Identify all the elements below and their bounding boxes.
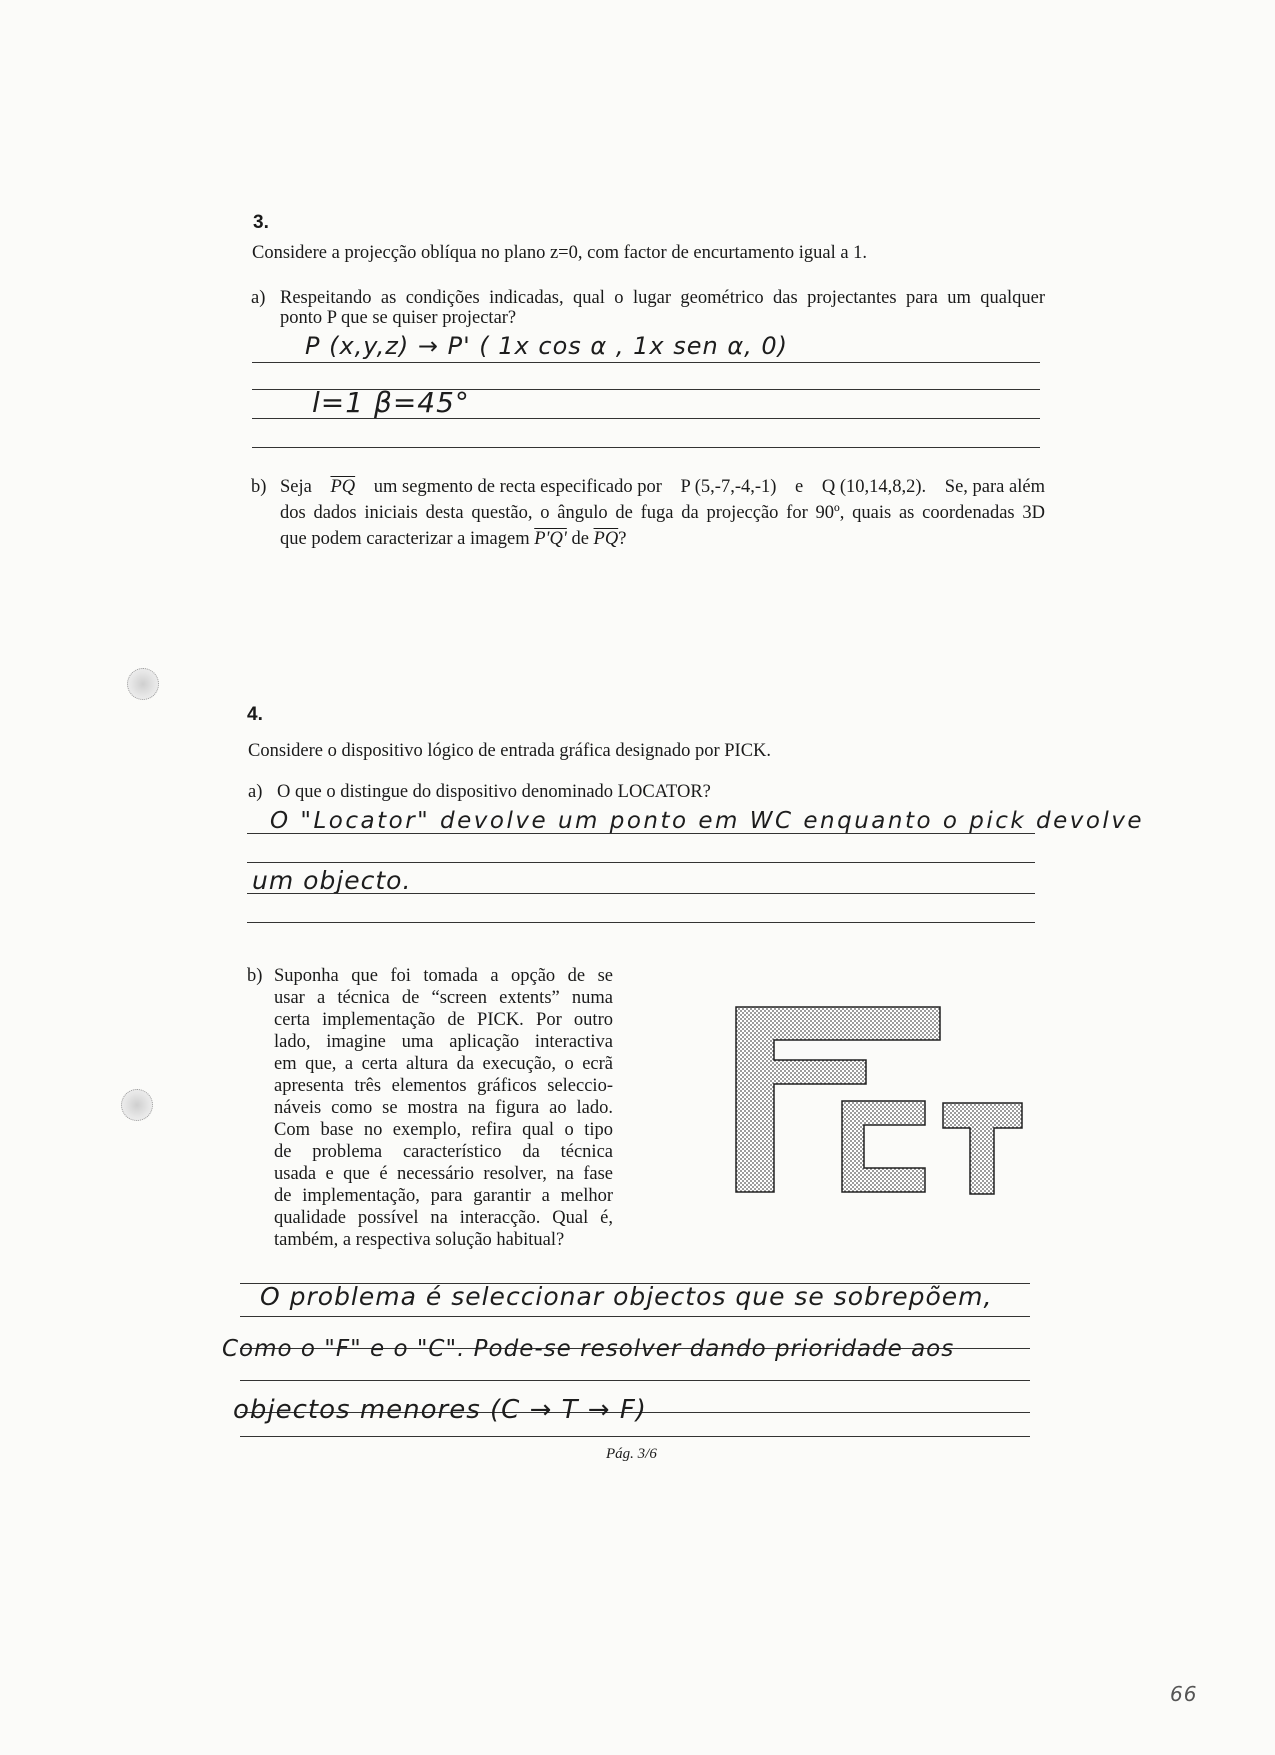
q4b-text-line: náveis como se mostra na figura ao lado. — [274, 1098, 613, 1118]
point-p-coords: P (5,-7,-4,-1) — [680, 477, 777, 497]
punch-hole-top — [127, 668, 159, 700]
q4b-text-line: Suponha que foi tomada a opção de se — [274, 966, 613, 986]
q4b-text-line: em que, a certa altura da execução, o ecrã — [274, 1054, 613, 1074]
question-4-number: 4. — [247, 704, 263, 725]
answer-rule — [252, 362, 1040, 363]
sheet-mark: 66 — [1170, 1682, 1198, 1706]
q3b-t4: Se, para além — [944, 477, 1045, 497]
point-q-coords: Q (10,14,8,2). — [821, 477, 927, 497]
answer-rule — [247, 922, 1035, 923]
fct-figure — [730, 1000, 1030, 1200]
q3a-answer-line1: P (x,y,z) → P' ( 1x cos α , 1x sen α, 0) — [305, 332, 789, 360]
q3b-t7: ? — [618, 529, 627, 549]
q4b-text-line: qualidade possível na interacção. Qual é, — [274, 1208, 613, 1228]
letter-f-shape — [736, 1007, 940, 1192]
question-4-intro: Considere o dispositivo lógico de entrada gráfica designado por PICK. — [248, 741, 772, 761]
q4b-text-line: usada e que é necessário resolver, na fase — [274, 1164, 613, 1184]
q3b-t3: e — [795, 477, 804, 497]
question-3-intro: Considere a projecção oblíqua no plano z=0, com factor de encurtamento igual a 1. — [252, 243, 868, 263]
answer-rule — [247, 862, 1035, 863]
punch-hole-bottom — [121, 1089, 153, 1121]
letter-c-shape — [842, 1101, 925, 1192]
q3b-t2: um segmento de recta especificado por — [373, 477, 662, 497]
q3b-t5: que podem caracterizar a imagem — [280, 529, 530, 549]
q4a-answer-line2: um objecto. — [252, 866, 412, 895]
q4b-text-line: Com base no exemplo, refira qual o tipo — [274, 1120, 613, 1140]
q4a-text: O que o distingue do dispositivo denominado LOCATOR? — [277, 782, 711, 802]
answer-rule — [240, 1380, 1030, 1381]
letter-t-shape — [943, 1103, 1022, 1194]
q4b-text-line: de implementação, para garantir a melhor — [274, 1186, 613, 1206]
q4b-text-line: apresenta três elementos gráficos seleccio- — [274, 1076, 613, 1096]
q4b-text-line: certa implementação de PICK. Por outro — [274, 1010, 613, 1030]
answer-rule — [247, 833, 1035, 834]
q3b-text-line3 — [280, 528, 626, 550]
q4b-text-line: lado, imagine uma aplicação interactiva — [274, 1032, 613, 1052]
q3a-answer-line2: l=1 β=45° — [312, 386, 470, 419]
q4b-label: b) — [247, 966, 263, 986]
q4a-answer-line1: O "Locator" devolve um ponto em WC enquanto o pick devolve — [270, 808, 1145, 834]
q4a-label: a) — [248, 782, 263, 802]
q4b-answer-line1: O problema é seleccionar objectos que se sobrepõem, — [260, 1282, 993, 1311]
q4b-text-block — [274, 965, 613, 1251]
q4b-answer-line2: Como o "F" e o "C". Pode-se resolver dando prioridade aos — [222, 1336, 955, 1362]
answer-rule — [247, 893, 1035, 894]
segment-pq-2: $\overline{PQ}$ — [593, 529, 619, 549]
q3a-text-line1: Respeitando as condições indicadas, qual o lugar geométrico das projectantes para um qualquer — [280, 288, 1045, 308]
q4b-text-line: de problema característico da técnica — [274, 1142, 613, 1162]
q3a-label: a) — [251, 288, 266, 308]
answer-rule — [240, 1316, 1030, 1317]
q3b-text-line2: dos dados iniciais desta questão, o ângulo de fuga da projecção for 90º, quais as coordenadas 3D — [280, 503, 1045, 523]
q4b-text-line: também, a respectiva solução habitual? — [274, 1230, 565, 1250]
question-3-number: 3. — [253, 212, 269, 233]
q3a-text-line2: ponto P que se quiser projectar? — [280, 308, 517, 328]
q3b-text-line1 — [280, 476, 1045, 498]
q4b-answer-line3: objectos menores (C → T → F) — [233, 1395, 647, 1425]
q4b-text-line: usar a técnica de “screen extents” numa — [274, 988, 613, 1008]
segment-pq: $\overline{PQ}$ — [330, 477, 356, 497]
answer-rule — [252, 447, 1040, 448]
answer-rule — [240, 1436, 1030, 1437]
page-number: Pág. 3/6 — [606, 1446, 657, 1462]
q3b-t1: Seja — [280, 477, 312, 497]
q3b-label: b) — [251, 477, 267, 497]
answer-rule — [252, 418, 1040, 419]
segment-ppqq: P'Q' — [534, 529, 567, 549]
q3b-t6: de — [571, 529, 589, 549]
